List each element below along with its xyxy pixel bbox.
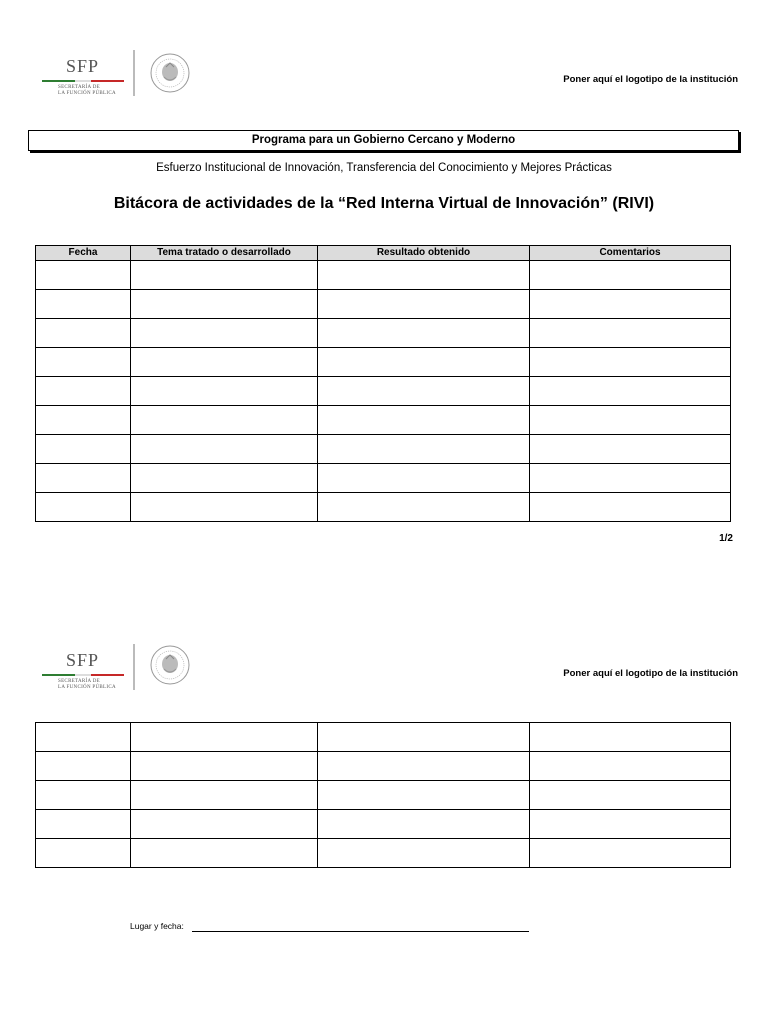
table-row — [36, 406, 731, 435]
cell-tema[interactable] — [131, 723, 318, 752]
cell-comentarios[interactable] — [530, 839, 731, 868]
table-row — [36, 723, 731, 752]
cell-tema[interactable] — [131, 781, 318, 810]
place-date-label: Lugar y fecha: — [130, 921, 184, 931]
cell-comentarios[interactable] — [530, 348, 731, 377]
cell-fecha[interactable] — [36, 752, 131, 781]
cell-fecha[interactable] — [36, 781, 131, 810]
cell-tema[interactable] — [131, 810, 318, 839]
table-row — [36, 377, 731, 406]
place-date-line[interactable] — [192, 931, 529, 932]
sfp-logo-tricolor-bar — [42, 674, 124, 676]
sfp-logo-tricolor-bar — [42, 80, 124, 82]
cell-fecha[interactable] — [36, 723, 131, 752]
cell-tema[interactable] — [131, 493, 318, 522]
cell-tema[interactable] — [131, 319, 318, 348]
table-row — [36, 435, 731, 464]
table-row — [36, 752, 731, 781]
cell-tema[interactable] — [131, 435, 318, 464]
cell-resultado[interactable] — [318, 810, 530, 839]
subtitle: Esfuerzo Institucional de Innovación, Transferencia del Conocimiento y Mejores Prácticas — [156, 162, 612, 174]
cell-fecha[interactable] — [36, 810, 131, 839]
cell-tema[interactable] — [131, 261, 318, 290]
cell-resultado[interactable] — [318, 839, 530, 868]
cell-resultado[interactable] — [318, 261, 530, 290]
institution-logo-placeholder: Poner aquí el logotipo de la institución — [563, 74, 738, 85]
cell-comentarios[interactable] — [530, 261, 731, 290]
table-row — [36, 290, 731, 319]
cell-tema[interactable] — [131, 839, 318, 868]
sfp-logo-subtitle: LA FUNCIÓN PÚBLICA — [58, 685, 116, 690]
sfp-logo-subtitle: SECRETARÍA DE — [58, 85, 100, 90]
column-header-comentarios: Comentarios — [530, 246, 731, 261]
table-row — [36, 348, 731, 377]
cell-fecha[interactable] — [36, 319, 131, 348]
table-row — [36, 319, 731, 348]
cell-comentarios[interactable] — [530, 810, 731, 839]
cell-resultado[interactable] — [318, 723, 530, 752]
cell-fecha[interactable] — [36, 435, 131, 464]
cell-tema[interactable] — [131, 406, 318, 435]
cell-fecha[interactable] — [36, 839, 131, 868]
cell-comentarios[interactable] — [530, 377, 731, 406]
cell-fecha[interactable] — [36, 464, 131, 493]
cell-fecha[interactable] — [36, 493, 131, 522]
table-row — [36, 839, 731, 868]
cell-comentarios[interactable] — [530, 406, 731, 435]
table-row — [36, 781, 731, 810]
table-body — [36, 723, 731, 868]
logo-divider — [133, 644, 135, 690]
cell-tema[interactable] — [131, 348, 318, 377]
column-header-resultado: Resultado obtenido — [318, 246, 530, 261]
cell-resultado[interactable] — [318, 319, 530, 348]
cell-fecha[interactable] — [36, 261, 131, 290]
cell-tema[interactable] — [131, 290, 318, 319]
sfp-logo-text: SFP — [66, 650, 100, 670]
mexico-seal-icon — [150, 645, 190, 690]
cell-comentarios[interactable] — [530, 319, 731, 348]
program-title: Programa para un Gobierno Cercano y Moderno — [28, 130, 739, 151]
sfp-logo-subtitle: LA FUNCIÓN PÚBLICA — [58, 91, 116, 96]
cell-resultado[interactable] — [318, 464, 530, 493]
sfp-logo — [42, 650, 132, 700]
cell-resultado[interactable] — [318, 781, 530, 810]
mexico-seal-icon — [150, 53, 190, 98]
activity-log-table-continued — [35, 722, 731, 868]
table-row — [36, 493, 731, 522]
table-row — [36, 464, 731, 493]
cell-resultado[interactable] — [318, 348, 530, 377]
cell-resultado[interactable] — [318, 493, 530, 522]
table-body — [36, 261, 731, 522]
cell-comentarios[interactable] — [530, 290, 731, 319]
cell-resultado[interactable] — [318, 290, 530, 319]
cell-resultado[interactable] — [318, 752, 530, 781]
institution-logo-placeholder: Poner aquí el logotipo de la institución — [563, 668, 738, 679]
cell-fecha[interactable] — [36, 290, 131, 319]
cell-comentarios[interactable] — [530, 493, 731, 522]
cell-comentarios[interactable] — [530, 464, 731, 493]
cell-tema[interactable] — [131, 752, 318, 781]
main-title: Bitácora de actividades de la “Red Interna Virtual de Innovación” (RIVI) — [113, 195, 655, 212]
column-header-tema: Tema tratado o desarrollado — [131, 246, 318, 261]
sfp-logo-text: SFP — [66, 56, 100, 76]
cell-fecha[interactable] — [36, 377, 131, 406]
cell-tema[interactable] — [131, 464, 318, 493]
table-row — [36, 261, 731, 290]
cell-resultado[interactable] — [318, 435, 530, 464]
cell-tema[interactable] — [131, 377, 318, 406]
cell-comentarios[interactable] — [530, 435, 731, 464]
logo-divider — [133, 50, 135, 96]
page-number: 1/2 — [719, 533, 733, 544]
column-header-fecha: Fecha — [36, 246, 131, 261]
cell-resultado[interactable] — [318, 406, 530, 435]
cell-fecha[interactable] — [36, 348, 131, 377]
sfp-logo — [42, 56, 132, 106]
sfp-logo-subtitle: SECRETARÍA DE — [58, 679, 100, 684]
cell-comentarios[interactable] — [530, 723, 731, 752]
cell-resultado[interactable] — [318, 377, 530, 406]
table-header-row — [36, 246, 731, 261]
cell-comentarios[interactable] — [530, 781, 731, 810]
table-row — [36, 810, 731, 839]
cell-comentarios[interactable] — [530, 752, 731, 781]
activity-log-table — [35, 245, 731, 522]
cell-fecha[interactable] — [36, 406, 131, 435]
